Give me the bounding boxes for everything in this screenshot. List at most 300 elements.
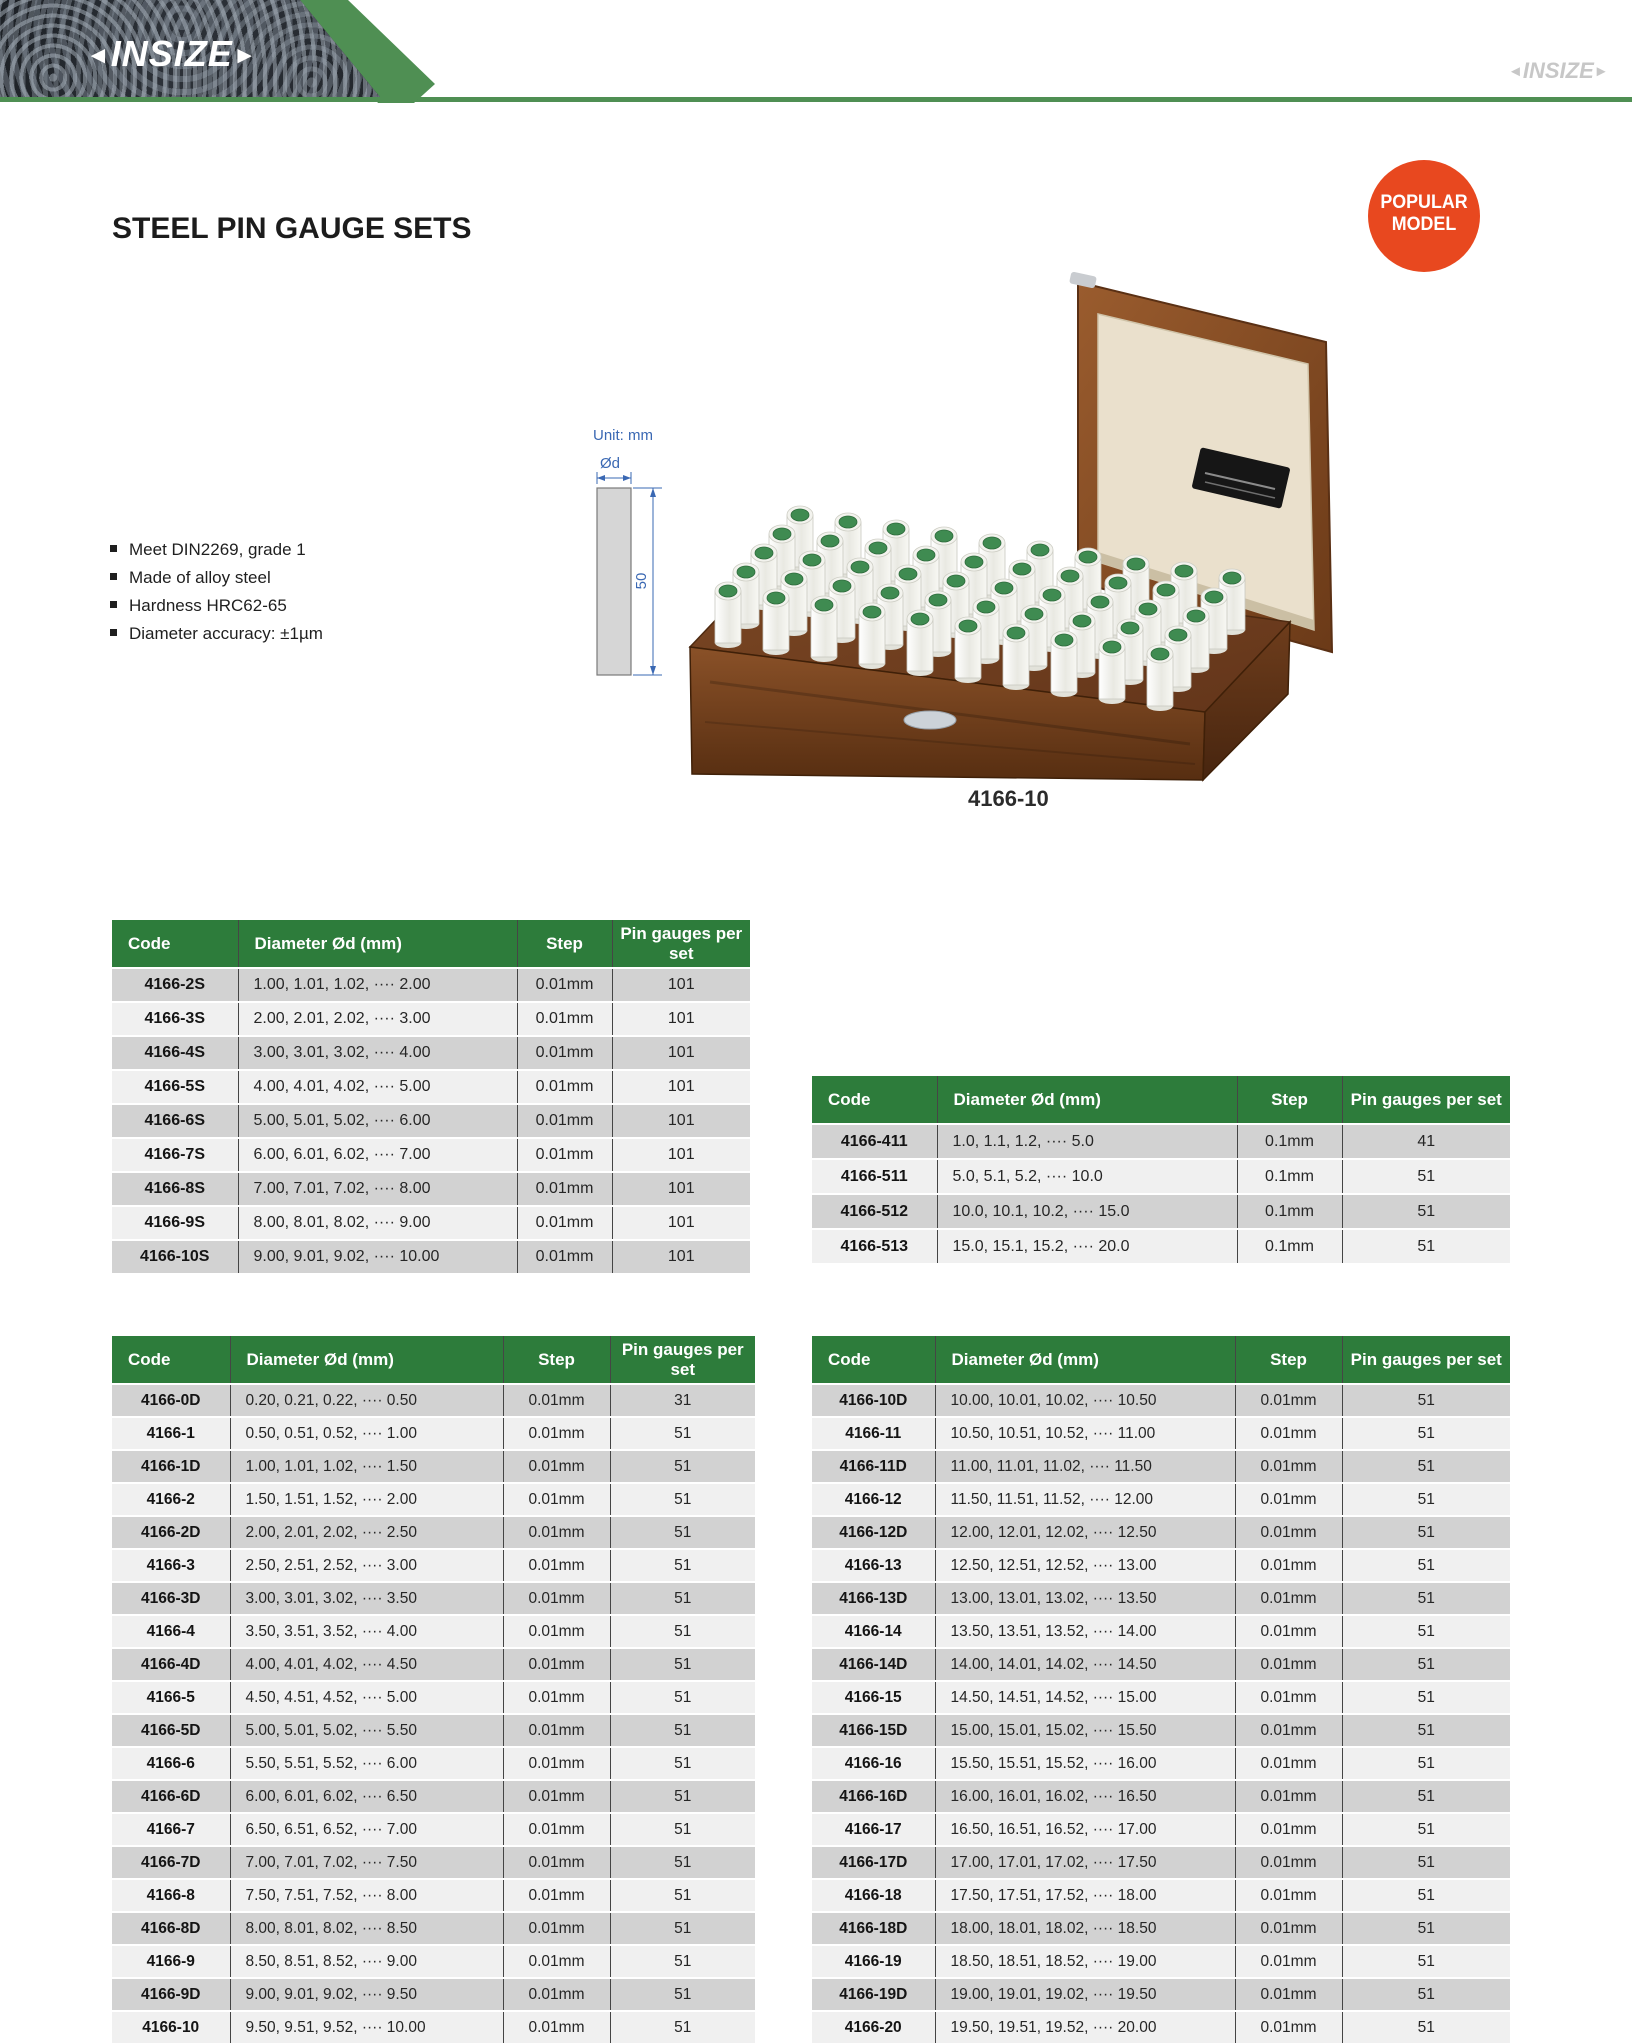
code-cell: 4166-18 bbox=[812, 1879, 935, 1912]
table-header-row bbox=[112, 1336, 755, 1384]
diameter-cell: 1.50, 1.51, 1.52, ···· 2.00 bbox=[230, 1483, 503, 1516]
table-row bbox=[812, 1450, 1510, 1483]
qty-cell: 51 bbox=[610, 1549, 755, 1582]
table-header-row bbox=[112, 920, 750, 968]
bullet-square-icon bbox=[110, 601, 117, 608]
pin-gauge-table-51-right bbox=[812, 1336, 1510, 2044]
code-cell: 4166-5S bbox=[112, 1070, 238, 1104]
qty-cell: 51 bbox=[610, 1450, 755, 1483]
pin-gauge-vial bbox=[859, 603, 885, 669]
table-row bbox=[812, 1516, 1510, 1549]
qty-cell: 101 bbox=[612, 1070, 750, 1104]
feature-text: Meet DIN2269, grade 1 bbox=[129, 540, 306, 559]
pin-gauge-table-51-left bbox=[112, 1336, 755, 2044]
step-cell: 0.01mm bbox=[1235, 2011, 1342, 2044]
qty-cell: 51 bbox=[1342, 1159, 1510, 1194]
table-row bbox=[112, 1104, 750, 1138]
diameter-cell: 4.50, 4.51, 4.52, ···· 5.00 bbox=[230, 1681, 503, 1714]
diagram-unit-label: Unit: mm bbox=[593, 427, 653, 444]
code-cell: 4166-4D bbox=[112, 1648, 230, 1681]
diameter-cell: 13.50, 13.51, 13.52, ···· 14.00 bbox=[935, 1615, 1235, 1648]
diameter-cell: 8.00, 8.01, 8.02, ···· 9.00 bbox=[238, 1206, 517, 1240]
code-cell: 4166-8D bbox=[112, 1912, 230, 1945]
pin-gauge-vial bbox=[715, 582, 741, 648]
code-cell: 4166-7 bbox=[112, 1813, 230, 1846]
code-cell: 4166-17 bbox=[812, 1813, 935, 1846]
diameter-cell: 12.00, 12.01, 12.02, ···· 12.50 bbox=[935, 1516, 1235, 1549]
diameter-cell: 10.0, 10.1, 10.2, ···· 15.0 bbox=[937, 1194, 1237, 1229]
table-row bbox=[112, 1417, 755, 1450]
col-header: Diameter Ød (mm) bbox=[937, 1076, 1237, 1124]
step-cell: 0.01mm bbox=[503, 1516, 610, 1549]
col-header: Code bbox=[812, 1076, 937, 1124]
table-row bbox=[112, 1648, 755, 1681]
code-cell: 4166-513 bbox=[812, 1229, 937, 1264]
qty-cell: 101 bbox=[612, 1002, 750, 1036]
step-cell: 0.01mm bbox=[503, 1483, 610, 1516]
diameter-cell: 15.0, 15.1, 15.2, ···· 20.0 bbox=[937, 1229, 1237, 1264]
table-row bbox=[812, 1681, 1510, 1714]
diameter-cell: 7.00, 7.01, 7.02, ···· 8.00 bbox=[238, 1172, 517, 1206]
table-row bbox=[812, 1615, 1510, 1648]
code-cell: 4166-19D bbox=[812, 1978, 935, 2011]
diameter-cell: 6.00, 6.01, 6.02, ···· 7.00 bbox=[238, 1138, 517, 1172]
step-cell: 0.1mm bbox=[1237, 1229, 1342, 1264]
diameter-cell: 18.50, 18.51, 18.52, ···· 19.00 bbox=[935, 1945, 1235, 1978]
qty-cell: 101 bbox=[612, 1138, 750, 1172]
step-cell: 0.01mm bbox=[517, 1036, 612, 1070]
diameter-cell: 19.00, 19.01, 19.02, ···· 19.50 bbox=[935, 1978, 1235, 2011]
code-cell: 4166-13D bbox=[812, 1582, 935, 1615]
qty-cell: 51 bbox=[1342, 1384, 1510, 1417]
code-cell: 4166-17D bbox=[812, 1846, 935, 1879]
bullet-square-icon bbox=[110, 629, 117, 636]
code-cell: 4166-14 bbox=[812, 1615, 935, 1648]
code-cell: 4166-6S bbox=[112, 1104, 238, 1138]
qty-cell: 51 bbox=[610, 1648, 755, 1681]
table-header-row bbox=[812, 1076, 1510, 1124]
step-cell: 0.01mm bbox=[1235, 1813, 1342, 1846]
table-row bbox=[812, 1813, 1510, 1846]
bullet-square-icon bbox=[110, 545, 117, 552]
col-header: Step bbox=[517, 920, 612, 968]
qty-cell: 101 bbox=[612, 1036, 750, 1070]
diameter-cell: 1.0, 1.1, 1.2, ···· 5.0 bbox=[937, 1124, 1237, 1159]
table-row bbox=[112, 1846, 755, 1879]
step-cell: 0.01mm bbox=[503, 1747, 610, 1780]
qty-cell: 51 bbox=[1342, 1483, 1510, 1516]
step-cell: 0.01mm bbox=[1235, 1450, 1342, 1483]
table-row bbox=[112, 1681, 755, 1714]
table-row bbox=[112, 1138, 750, 1172]
diagram-length-label: 50 bbox=[633, 572, 650, 590]
table-row bbox=[812, 1648, 1510, 1681]
step-cell: 0.01mm bbox=[503, 1813, 610, 1846]
step-cell: 0.01mm bbox=[503, 1945, 610, 1978]
step-cell: 0.01mm bbox=[503, 1582, 610, 1615]
col-header: Code bbox=[112, 920, 238, 968]
qty-cell: 51 bbox=[1342, 1912, 1510, 1945]
qty-cell: 101 bbox=[612, 1104, 750, 1138]
col-header: Pin gauges per set bbox=[1342, 1076, 1510, 1124]
code-cell: 4166-4S bbox=[112, 1036, 238, 1070]
qty-cell: 51 bbox=[1342, 1780, 1510, 1813]
table-row bbox=[112, 1483, 755, 1516]
pin-gauge-table-101-per-set bbox=[112, 920, 750, 1275]
code-cell: 4166-9D bbox=[112, 1978, 230, 2011]
diameter-cell: 3.00, 3.01, 3.02, ···· 4.00 bbox=[238, 1036, 517, 1070]
code-cell: 4166-3S bbox=[112, 1002, 238, 1036]
step-cell: 0.01mm bbox=[503, 2011, 610, 2044]
green-divider-line bbox=[0, 97, 1632, 102]
popular-model-badge bbox=[1368, 160, 1480, 272]
step-cell: 0.01mm bbox=[1235, 1582, 1342, 1615]
diameter-cell: 12.50, 12.51, 12.52, ···· 13.00 bbox=[935, 1549, 1235, 1582]
step-cell: 0.01mm bbox=[503, 1648, 610, 1681]
diameter-cell: 10.00, 10.01, 10.02, ···· 10.50 bbox=[935, 1384, 1235, 1417]
table-row bbox=[112, 1978, 755, 2011]
watermark-text: INSIZE bbox=[1522, 58, 1594, 83]
step-cell: 0.01mm bbox=[1235, 1615, 1342, 1648]
qty-cell: 101 bbox=[612, 1172, 750, 1206]
qty-cell: 51 bbox=[1342, 1229, 1510, 1264]
qty-cell: 101 bbox=[612, 1206, 750, 1240]
code-cell: 4166-5 bbox=[112, 1681, 230, 1714]
step-cell: 0.01mm bbox=[1235, 1417, 1342, 1450]
code-cell: 4166-16D bbox=[812, 1780, 935, 1813]
qty-cell: 101 bbox=[612, 968, 750, 1002]
table-row bbox=[112, 1912, 755, 1945]
code-cell: 4166-512 bbox=[812, 1194, 937, 1229]
table-row bbox=[112, 1945, 755, 1978]
diameter-cell: 6.00, 6.01, 6.02, ···· 6.50 bbox=[230, 1780, 503, 1813]
qty-cell: 51 bbox=[1342, 1945, 1510, 1978]
insize-watermark bbox=[1508, 58, 1609, 84]
diameter-cell: 5.50, 5.51, 5.52, ···· 6.00 bbox=[230, 1747, 503, 1780]
table-row bbox=[112, 1240, 750, 1274]
pin-gauge-vial bbox=[811, 596, 837, 662]
code-cell: 4166-0D bbox=[112, 1384, 230, 1417]
step-cell: 0.01mm bbox=[503, 1879, 610, 1912]
table-row bbox=[112, 1450, 755, 1483]
code-cell: 4166-6D bbox=[112, 1780, 230, 1813]
pin-gauge-vial bbox=[1147, 645, 1173, 711]
qty-cell: 51 bbox=[610, 1582, 755, 1615]
diameter-cell: 11.50, 11.51, 11.52, ···· 12.00 bbox=[935, 1483, 1235, 1516]
badge-line-2: MODEL bbox=[1391, 214, 1457, 235]
qty-cell: 51 bbox=[610, 1516, 755, 1549]
code-cell: 4166-14D bbox=[812, 1648, 935, 1681]
qty-cell: 51 bbox=[1342, 1549, 1510, 1582]
table-row bbox=[112, 1813, 755, 1846]
table-row bbox=[112, 1172, 750, 1206]
step-cell: 0.01mm bbox=[1235, 1912, 1342, 1945]
step-cell: 0.01mm bbox=[1235, 1945, 1342, 1978]
step-cell: 0.1mm bbox=[1237, 1124, 1342, 1159]
step-cell: 0.01mm bbox=[1235, 1978, 1342, 2011]
table-row bbox=[112, 2011, 755, 2044]
step-cell: 0.01mm bbox=[503, 1681, 610, 1714]
diameter-cell: 9.50, 9.51, 9.52, ···· 10.00 bbox=[230, 2011, 503, 2044]
table-row bbox=[112, 1516, 755, 1549]
col-header: Diameter Ød (mm) bbox=[238, 920, 517, 968]
diameter-cell: 5.00, 5.01, 5.02, ···· 5.50 bbox=[230, 1714, 503, 1747]
code-cell: 4166-9S bbox=[112, 1206, 238, 1240]
step-cell: 0.01mm bbox=[1235, 1516, 1342, 1549]
pin-gauge-vial bbox=[1051, 631, 1077, 697]
col-header: Pin gauges per set bbox=[612, 920, 750, 968]
pin-gauge-vial bbox=[763, 589, 789, 655]
col-header: Diameter Ød (mm) bbox=[230, 1336, 503, 1384]
col-header: Diameter Ød (mm) bbox=[935, 1336, 1235, 1384]
table-row bbox=[112, 1549, 755, 1582]
step-cell: 0.01mm bbox=[1235, 1681, 1342, 1714]
diameter-cell: 15.00, 15.01, 15.02, ···· 15.50 bbox=[935, 1714, 1235, 1747]
code-cell: 4166-15D bbox=[812, 1714, 935, 1747]
qty-cell: 51 bbox=[610, 1945, 755, 1978]
step-cell: 0.01mm bbox=[517, 1138, 612, 1172]
table-row bbox=[112, 1070, 750, 1104]
diameter-cell: 8.50, 8.51, 8.52, ···· 9.00 bbox=[230, 1945, 503, 1978]
col-header: Code bbox=[112, 1336, 230, 1384]
code-cell: 4166-12 bbox=[812, 1483, 935, 1516]
logo-left-arrow-icon: ◄ bbox=[86, 42, 111, 69]
diameter-cell: 0.50, 0.51, 0.52, ···· 1.00 bbox=[230, 1417, 503, 1450]
diameter-cell: 17.50, 17.51, 17.52, ···· 18.00 bbox=[935, 1879, 1235, 1912]
step-cell: 0.01mm bbox=[517, 1240, 612, 1274]
pin-gauge-table-0p1-step bbox=[812, 1076, 1510, 1265]
qty-cell: 51 bbox=[610, 2011, 755, 2044]
col-header: Code bbox=[812, 1336, 935, 1384]
table-header-row bbox=[812, 1336, 1510, 1384]
logo-right-arrow-icon: ► bbox=[232, 42, 258, 69]
table-row bbox=[812, 1549, 1510, 1582]
qty-cell: 51 bbox=[610, 1615, 755, 1648]
qty-cell: 51 bbox=[1342, 1714, 1510, 1747]
diameter-cell: 15.50, 15.51, 15.52, ···· 16.00 bbox=[935, 1747, 1235, 1780]
code-cell: 4166-16 bbox=[812, 1747, 935, 1780]
qty-cell: 51 bbox=[610, 1879, 755, 1912]
code-cell: 4166-10S bbox=[112, 1240, 238, 1274]
code-cell: 4166-9 bbox=[112, 1945, 230, 1978]
diameter-cell: 16.50, 16.51, 16.52, ···· 17.00 bbox=[935, 1813, 1235, 1846]
diameter-cell: 7.50, 7.51, 7.52, ···· 8.00 bbox=[230, 1879, 503, 1912]
col-header: Step bbox=[503, 1336, 610, 1384]
code-cell: 4166-411 bbox=[812, 1124, 937, 1159]
diameter-cell: 5.00, 5.01, 5.02, ···· 6.00 bbox=[238, 1104, 517, 1138]
step-cell: 0.01mm bbox=[503, 1384, 610, 1417]
table-row bbox=[112, 1002, 750, 1036]
code-cell: 4166-2 bbox=[112, 1483, 230, 1516]
code-cell: 4166-19 bbox=[812, 1945, 935, 1978]
diameter-cell: 2.50, 2.51, 2.52, ···· 3.00 bbox=[230, 1549, 503, 1582]
qty-cell: 51 bbox=[610, 1714, 755, 1747]
diameter-cell: 1.00, 1.01, 1.02, ···· 2.00 bbox=[238, 968, 517, 1002]
code-cell: 4166-12D bbox=[812, 1516, 935, 1549]
code-cell: 4166-20 bbox=[812, 2011, 935, 2044]
code-cell: 4166-11 bbox=[812, 1417, 935, 1450]
diameter-cell: 10.50, 10.51, 10.52, ···· 11.00 bbox=[935, 1417, 1235, 1450]
diameter-cell: 3.00, 3.01, 3.02, ···· 3.50 bbox=[230, 1582, 503, 1615]
col-header: Step bbox=[1235, 1336, 1342, 1384]
code-cell: 4166-3 bbox=[112, 1549, 230, 1582]
code-cell: 4166-511 bbox=[812, 1159, 937, 1194]
step-cell: 0.01mm bbox=[1235, 1747, 1342, 1780]
code-cell: 4166-2S bbox=[112, 968, 238, 1002]
qty-cell: 51 bbox=[1342, 1582, 1510, 1615]
table-row bbox=[112, 1206, 750, 1240]
watermark-right-arrow-icon: ► bbox=[1593, 63, 1609, 80]
diameter-cell: 8.00, 8.01, 8.02, ···· 8.50 bbox=[230, 1912, 503, 1945]
step-cell: 0.01mm bbox=[503, 1714, 610, 1747]
table-row bbox=[812, 1780, 1510, 1813]
diameter-cell: 5.0, 5.1, 5.2, ···· 10.0 bbox=[937, 1159, 1237, 1194]
table-row bbox=[812, 1714, 1510, 1747]
diameter-cell: 0.20, 0.21, 0.22, ···· 0.50 bbox=[230, 1384, 503, 1417]
qty-cell: 51 bbox=[1342, 1615, 1510, 1648]
table-row bbox=[812, 1747, 1510, 1780]
step-cell: 0.01mm bbox=[503, 1450, 610, 1483]
step-cell: 0.01mm bbox=[503, 1417, 610, 1450]
qty-cell: 51 bbox=[1342, 1978, 1510, 2011]
step-cell: 0.01mm bbox=[503, 1846, 610, 1879]
pin-gauge-vial bbox=[1099, 638, 1125, 704]
code-cell: 4166-11D bbox=[812, 1450, 935, 1483]
diameter-cell: 3.50, 3.51, 3.52, ···· 4.00 bbox=[230, 1615, 503, 1648]
code-cell: 4166-7D bbox=[112, 1846, 230, 1879]
qty-cell: 51 bbox=[1342, 1681, 1510, 1714]
step-cell: 0.01mm bbox=[517, 1002, 612, 1036]
qty-cell: 51 bbox=[1342, 1516, 1510, 1549]
diameter-cell: 1.00, 1.01, 1.02, ···· 1.50 bbox=[230, 1450, 503, 1483]
feature-item bbox=[110, 564, 323, 592]
diameter-cell: 17.00, 17.01, 17.02, ···· 17.50 bbox=[935, 1846, 1235, 1879]
table-row bbox=[812, 1124, 1510, 1159]
product-code-caption: 4166-10 bbox=[968, 786, 1049, 811]
feature-item bbox=[110, 536, 323, 564]
table-row bbox=[112, 1780, 755, 1813]
step-cell: 0.01mm bbox=[517, 968, 612, 1002]
code-cell: 4166-15 bbox=[812, 1681, 935, 1714]
table-row bbox=[812, 1978, 1510, 2011]
page-title: STEEL PIN GAUGE SETS bbox=[112, 212, 472, 245]
step-cell: 0.01mm bbox=[1235, 1549, 1342, 1582]
step-cell: 0.01mm bbox=[1235, 1879, 1342, 1912]
table-row bbox=[112, 1714, 755, 1747]
step-cell: 0.01mm bbox=[503, 1615, 610, 1648]
insize-logo bbox=[86, 33, 258, 75]
step-cell: 0.01mm bbox=[1235, 1384, 1342, 1417]
diameter-cell: 19.50, 19.51, 19.52, ···· 20.00 bbox=[935, 2011, 1235, 2044]
code-cell: 4166-18D bbox=[812, 1912, 935, 1945]
code-cell: 4166-10D bbox=[812, 1384, 935, 1417]
step-cell: 0.1mm bbox=[1237, 1194, 1342, 1229]
qty-cell: 51 bbox=[1342, 1194, 1510, 1229]
logo-text: INSIZE bbox=[110, 33, 233, 74]
step-cell: 0.01mm bbox=[503, 1549, 610, 1582]
col-header: Step bbox=[1237, 1076, 1342, 1124]
diameter-cell: 11.00, 11.01, 11.02, ···· 11.50 bbox=[935, 1450, 1235, 1483]
code-cell: 4166-10 bbox=[112, 2011, 230, 2044]
qty-cell: 101 bbox=[612, 1240, 750, 1274]
diameter-cell: 4.00, 4.01, 4.02, ···· 4.50 bbox=[230, 1648, 503, 1681]
qty-cell: 51 bbox=[1342, 1813, 1510, 1846]
qty-cell: 51 bbox=[610, 1813, 755, 1846]
table-row bbox=[812, 1483, 1510, 1516]
diameter-cell: 9.00, 9.01, 9.02, ···· 10.00 bbox=[238, 1240, 517, 1274]
step-cell: 0.01mm bbox=[503, 1780, 610, 1813]
qty-cell: 51 bbox=[1342, 1879, 1510, 1912]
diameter-cell: 9.00, 9.01, 9.02, ···· 9.50 bbox=[230, 1978, 503, 2011]
col-header: Pin gauges per set bbox=[610, 1336, 755, 1384]
qty-cell: 31 bbox=[610, 1384, 755, 1417]
step-cell: 0.01mm bbox=[503, 1978, 610, 2011]
code-cell: 4166-6 bbox=[112, 1747, 230, 1780]
code-cell: 4166-1D bbox=[112, 1450, 230, 1483]
table-row bbox=[812, 1194, 1510, 1229]
step-cell: 0.01mm bbox=[1235, 1483, 1342, 1516]
diameter-cell: 14.50, 14.51, 14.52, ···· 15.00 bbox=[935, 1681, 1235, 1714]
pin-gauge-vial bbox=[907, 610, 933, 676]
feature-text: Hardness HRC62-65 bbox=[129, 596, 287, 615]
table-row bbox=[112, 1384, 755, 1417]
qty-cell: 51 bbox=[1342, 2011, 1510, 2044]
table-row bbox=[812, 1582, 1510, 1615]
watermark-left-arrow-icon: ◄ bbox=[1508, 63, 1523, 80]
pin-shape bbox=[597, 488, 631, 675]
table-row bbox=[112, 1615, 755, 1648]
table-row bbox=[812, 1417, 1510, 1450]
diameter-cell: 4.00, 4.01, 4.02, ···· 5.00 bbox=[238, 1070, 517, 1104]
table-row bbox=[812, 2011, 1510, 2044]
code-cell: 4166-7S bbox=[112, 1138, 238, 1172]
feature-text: Made of alloy steel bbox=[129, 568, 271, 587]
step-cell: 0.01mm bbox=[517, 1104, 612, 1138]
qty-cell: 51 bbox=[1342, 1846, 1510, 1879]
bullet-square-icon bbox=[110, 573, 117, 580]
code-cell: 4166-4 bbox=[112, 1615, 230, 1648]
code-cell: 4166-5D bbox=[112, 1714, 230, 1747]
code-cell: 4166-1 bbox=[112, 1417, 230, 1450]
step-cell: 0.01mm bbox=[1235, 1648, 1342, 1681]
diameter-cell: 2.00, 2.01, 2.02, ···· 2.50 bbox=[230, 1516, 503, 1549]
step-cell: 0.01mm bbox=[517, 1206, 612, 1240]
diameter-cell: 18.00, 18.01, 18.02, ···· 18.50 bbox=[935, 1912, 1235, 1945]
code-cell: 4166-8 bbox=[112, 1879, 230, 1912]
table-row bbox=[112, 968, 750, 1002]
badge-line-1: POPULAR bbox=[1380, 192, 1468, 213]
diameter-cell: 2.00, 2.01, 2.02, ···· 3.00 bbox=[238, 1002, 517, 1036]
qty-cell: 51 bbox=[610, 1978, 755, 2011]
table-row bbox=[812, 1229, 1510, 1264]
pin-gauge-vial bbox=[955, 617, 981, 683]
qty-cell: 51 bbox=[610, 1780, 755, 1813]
diameter-cell: 16.00, 16.01, 16.02, ···· 16.50 bbox=[935, 1780, 1235, 1813]
table-row bbox=[812, 1159, 1510, 1194]
qty-cell: 51 bbox=[610, 1912, 755, 1945]
table-row bbox=[812, 1912, 1510, 1945]
table-row bbox=[112, 1036, 750, 1070]
step-cell: 0.01mm bbox=[1235, 1714, 1342, 1747]
col-header: Pin gauges per set bbox=[1342, 1336, 1510, 1384]
box-name-plate bbox=[904, 711, 956, 729]
step-cell: 0.01mm bbox=[517, 1070, 612, 1104]
pin-gauge-vial bbox=[1003, 624, 1029, 690]
qty-cell: 51 bbox=[610, 1747, 755, 1780]
qty-cell: 51 bbox=[1342, 1450, 1510, 1483]
table-row bbox=[812, 1945, 1510, 1978]
qty-cell: 51 bbox=[610, 1846, 755, 1879]
